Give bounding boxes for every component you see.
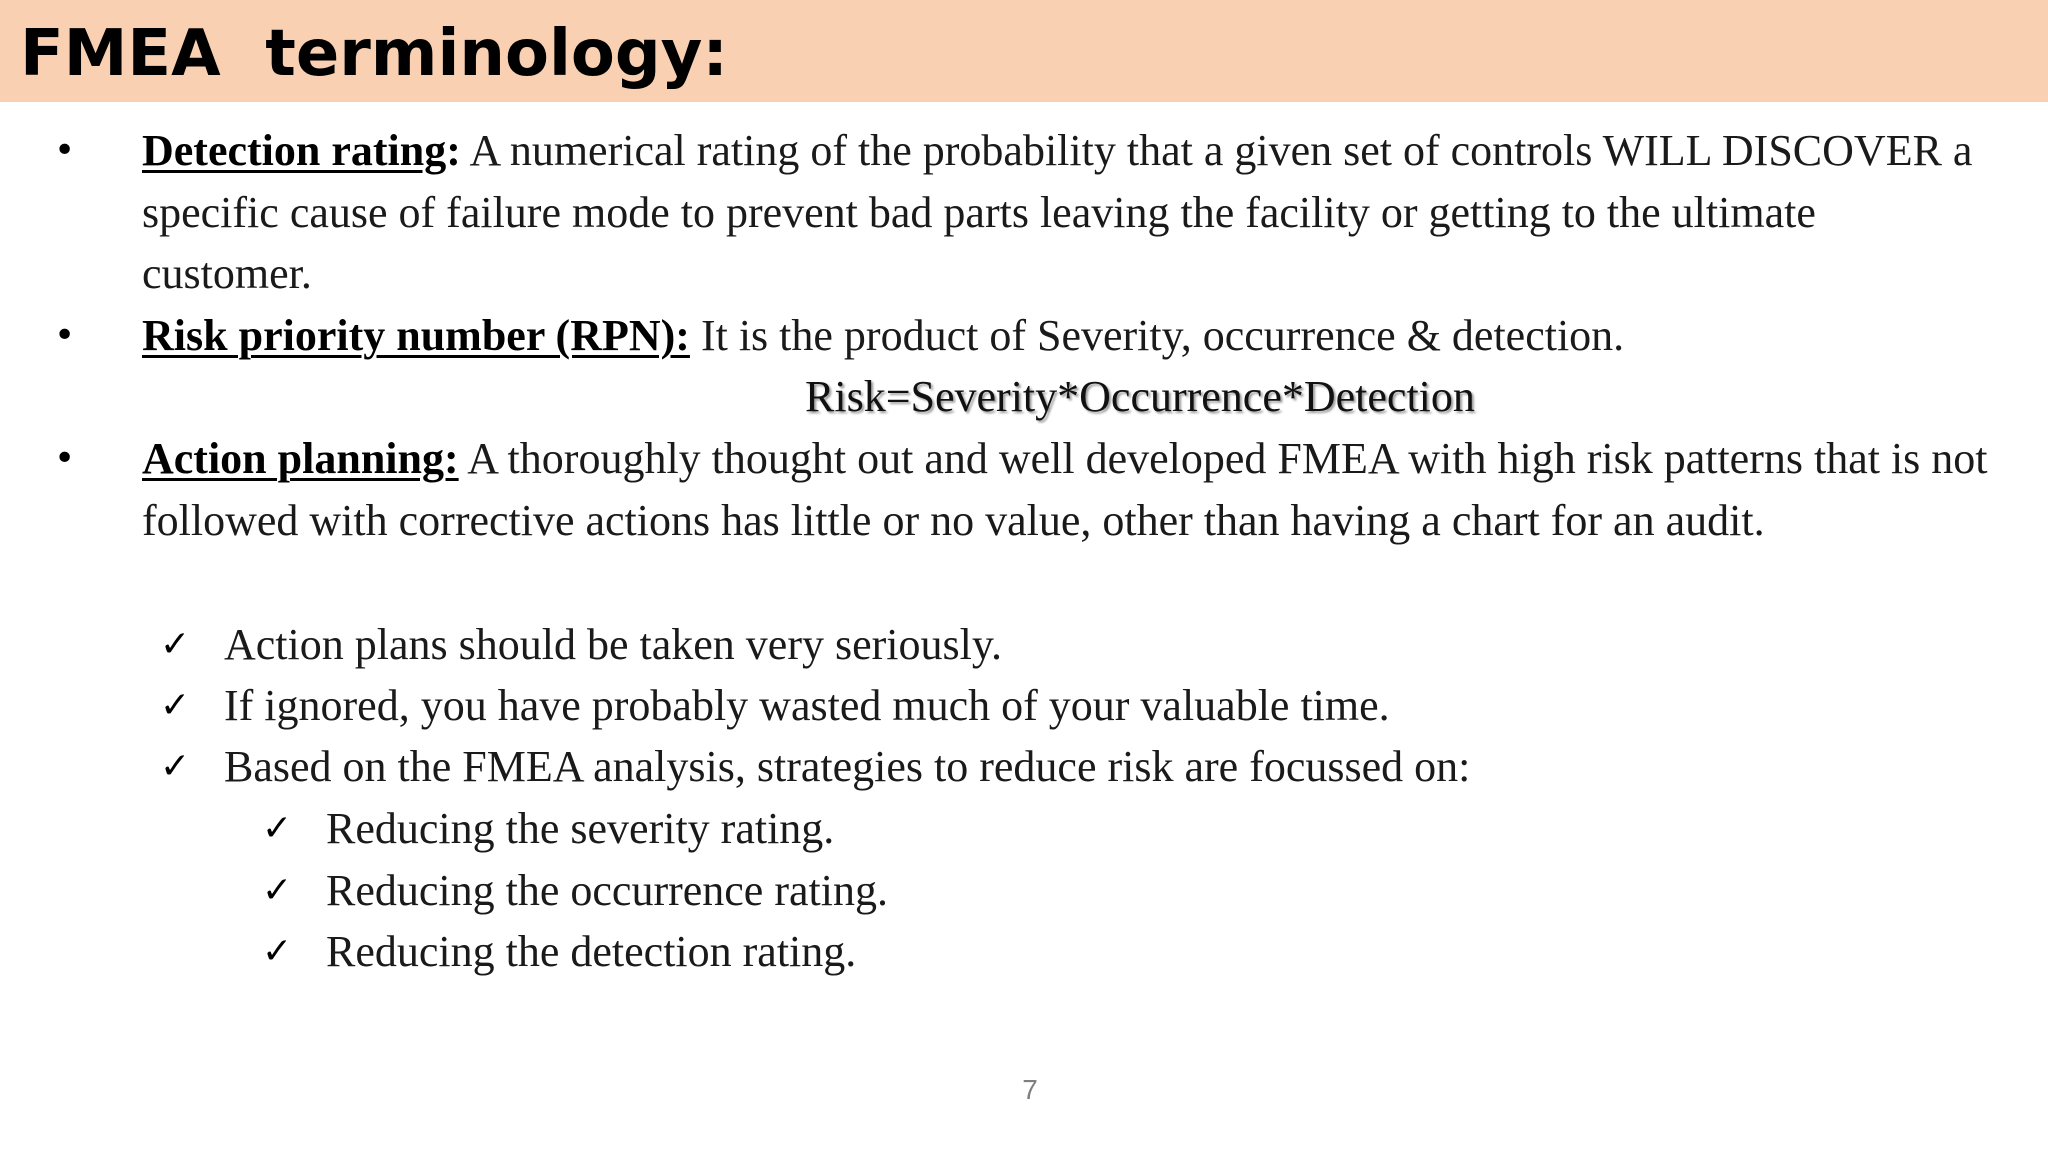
title-bar bbox=[0, 0, 2048, 102]
bullet-dot-icon: • bbox=[54, 130, 76, 171]
checklist-item bbox=[160, 614, 1002, 676]
rpn-formula: Risk=Severity*Occurrence*Detection bbox=[805, 372, 1475, 421]
term-colon: : bbox=[446, 126, 461, 175]
checkmark-icon: ✓ bbox=[160, 746, 191, 787]
checklist-item bbox=[160, 736, 1471, 798]
term-rpn: Risk priority number (RPN): bbox=[142, 311, 690, 360]
sub-checklist-item-text: Reducing the detection rating. bbox=[326, 927, 857, 976]
sub-checklist-item bbox=[262, 798, 835, 860]
checkmark-icon: ✓ bbox=[160, 624, 191, 665]
sub-checklist-item bbox=[262, 860, 888, 922]
bullet-action-planning bbox=[54, 428, 1992, 551]
bullet-dot-icon: • bbox=[54, 315, 76, 356]
sub-checklist-item-text: Reducing the occurrence rating. bbox=[326, 866, 888, 915]
checkmark-icon: ✓ bbox=[160, 685, 191, 726]
definition-detection-rating: A numerical rating of the probability that a given set of controls WILL DISCOVER a specific cause of failure mode to prevent bad parts leaving the facility or getting to the ultimate customer. bbox=[142, 126, 1973, 298]
sub-checklist-item bbox=[262, 921, 857, 983]
checklist-item-text: Action plans should be taken very seriously. bbox=[224, 620, 1002, 669]
term-detection-rating: Detection rating bbox=[142, 126, 447, 175]
checklist-item-text: If ignored, you have probably wasted much of your valuable time. bbox=[224, 681, 1390, 730]
bullet-dot-icon: • bbox=[54, 438, 76, 479]
term-action-planning: Action planning: bbox=[142, 434, 459, 483]
checkmark-icon: ✓ bbox=[262, 931, 293, 972]
definition-rpn: It is the product of Severity, occurrence & detection. bbox=[689, 311, 1625, 360]
page-number: 7 bbox=[1022, 1074, 1038, 1105]
checklist-item bbox=[160, 675, 1390, 737]
bullet-rpn bbox=[54, 305, 1992, 367]
checkmark-icon: ✓ bbox=[262, 870, 293, 911]
sub-checklist-item-text: Reducing the severity rating. bbox=[326, 804, 835, 853]
bullet-detection-rating bbox=[54, 120, 1992, 305]
definition-action-planning: A thoroughly thought out and well developed FMEA with high risk patterns that is not followed with corrective actions has little or no value, other than having a chart for an audit. bbox=[142, 434, 1988, 545]
checklist-item-text: Based on the FMEA analysis, strategies to reduce risk are focussed on: bbox=[224, 742, 1471, 791]
checkmark-icon: ✓ bbox=[262, 808, 293, 849]
slide-title: FMEA terminology: bbox=[20, 17, 728, 91]
